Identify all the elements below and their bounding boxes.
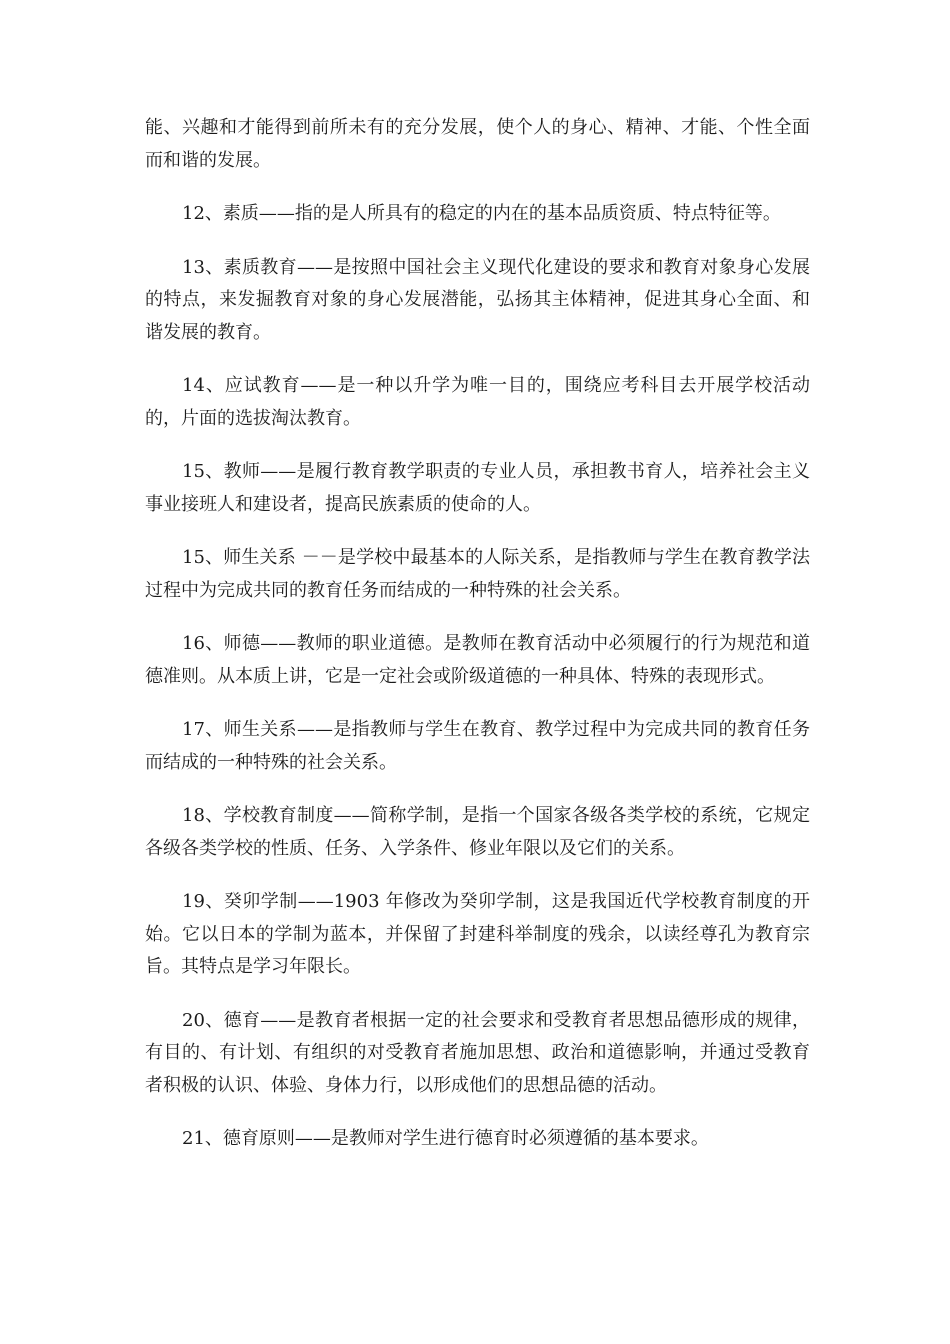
paragraph-12-suzhi: 12、素质——指的是人所具有的稳定的内在的基本品质资质、特点特征等。 <box>182 203 781 224</box>
paragraph-continuation: 能、兴趣和才能得到前所未有的充分发展，使个人的身心、精神、才能、个性全面而和谐的发展。 <box>145 117 810 171</box>
paragraph-19-guimao-xuezhi: 19、癸卯学制——1903 年修改为癸卯学制，这是我国近代学校教育制度的开始。它以日本的学制为蓝本，并保留了封建科举制度的残余，以读经尊孔为教育宗旨。其特点是学习年限长。 <box>145 891 810 977</box>
document-body <box>145 112 810 1177</box>
paragraph-15-shisheng-guanxi: 15、师生关系 －－是学校中最基本的人际关系，是指教师与学生在教育教学法过程中为完成共同的教育任务而结成的一种特殊的社会关系。 <box>145 547 810 601</box>
paragraph-16-shide: 16、师德——教师的职业道德。是教师在教育活动中必须履行的行为规范和道德准则。从本质上讲，它是一定社会或阶级道德的一种具体、特殊的表现形式。 <box>145 633 810 687</box>
paragraph-18-xuexiao-jiaoyu-zhidu: 18、学校教育制度——简称学制，是指一个国家各级各类学校的系统，它规定各级各类学校的性质、任务、入学条件、修业年限以及它们的关系。 <box>145 805 810 859</box>
paragraph-15-jiaoshi: 15、教师——是履行教育教学职责的专业人员，承担教书育人，培养社会主义事业接班人和建设者，提高民族素质的使命的人。 <box>145 461 810 515</box>
paragraph-13-suzhi-jiaoyu: 13、素质教育——是按照中国社会主义现代化建设的要求和教育对象身心发展的特点，来发掘教育对象的身心发展潜能，弘扬其主体精神，促进其身心全面、和谐发展的教育。 <box>145 256 810 343</box>
paragraph-21-deyu-yuanze: 21、德育原则——是教师对学生进行德育时必须遵循的基本要求。 <box>182 1128 709 1149</box>
paragraph-20-deyu: 20、德育——是教育者根据一定的社会要求和受教育者思想品德形成的规律，有目的、有计划、有组织的对受教育者施加思想、政治和道德影响，并通过受教育者积极的认识、体验、身体力行，以形成他们的思想品德的活动。 <box>145 1009 810 1096</box>
paragraph-17-shisheng-guanxi: 17、师生关系——是指教师与学生在教育、教学过程中为完成共同的教育任务而结成的一种特殊的社会关系。 <box>145 719 810 773</box>
paragraph-14-yingshi-jiaoyu: 14、应试教育——是一种以升学为唯一目的，围绕应考科目去开展学校活动的，片面的选拔淘汰教育。 <box>145 375 810 429</box>
